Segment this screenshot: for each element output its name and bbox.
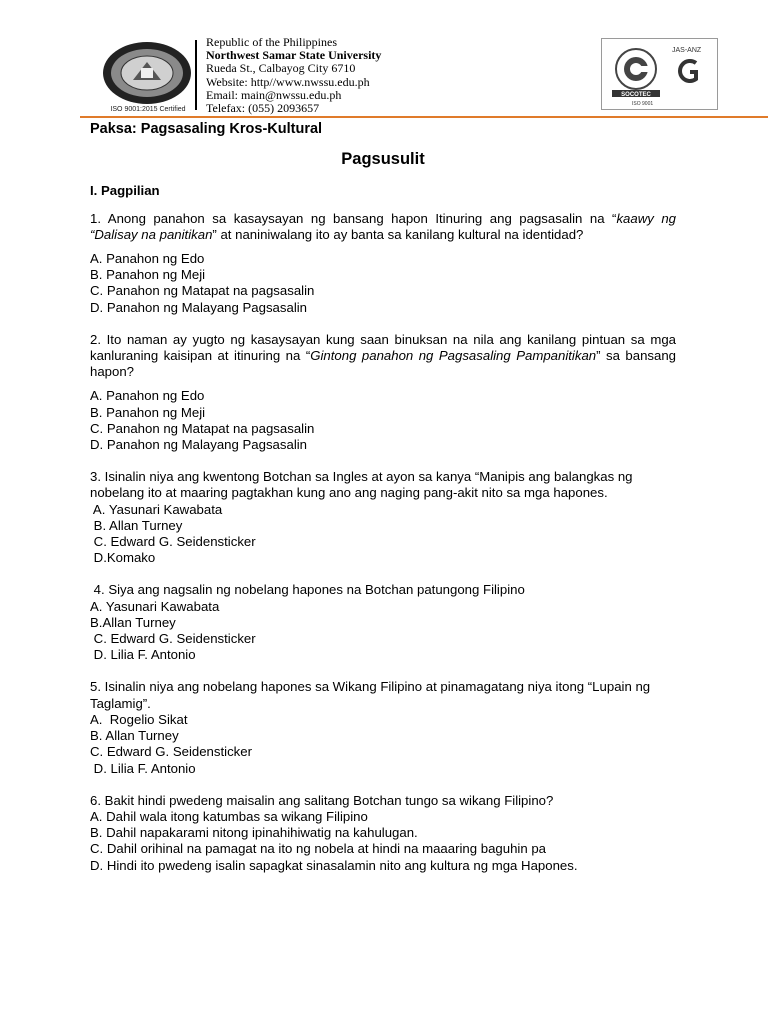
question-3: 3. Isinalin niya ang kwentong Botchan sa Ingles at ayon sa kanya “Manipis ang balangkas ng nobelang ito at maaring pagtakhan kung ano ang naging pang-akit nito sa mga hapones.: [90, 469, 633, 501]
options-3: [90, 502, 676, 567]
email: Email: main@nwssu.edu.ph: [206, 87, 342, 102]
question-5: 5. Isinalin niya ang nobelang hapones sa Wikang Filipino at pinamagatang niya itong “Lupain ng Taglamig”.: [90, 679, 651, 711]
seal-caption: ISO 9001:2015 Certified: [110, 106, 186, 113]
option: C. Edward G. Seidensticker: [90, 631, 256, 647]
options-6: [90, 809, 676, 874]
option: B. Panahon ng Meji: [90, 267, 206, 283]
option: A. Rogelio Sikat: [90, 711, 188, 727]
option: B.Allan Turney: [90, 614, 176, 630]
options-4: [90, 599, 676, 664]
option: B. Allan Turney: [90, 728, 179, 744]
country-line: Republic of the Philippines: [206, 35, 337, 49]
university-seal-icon: [101, 40, 193, 106]
option: D. Lilia F. Antonio: [90, 760, 196, 776]
letterhead: [0, 0, 768, 118]
section-heading: I. Pagpilian: [90, 183, 160, 199]
header-accent-rule: [80, 116, 768, 118]
socotec-label: SOCOTEC: [621, 92, 651, 98]
option: D. Lilia F. Antonio: [90, 647, 196, 663]
question-1: 1. Anong panahon sa kasaysayan ng bansang hapon Itinuring ang pagsasalin na “kaawy ng “Dalisay na panitikan” at naniniwalang ito ay banta sa kanilang kultural na identidad?: [90, 210, 676, 242]
option: C. Panahon ng Matapat na pagsasalin: [90, 283, 315, 299]
option: D. Panahon ng Malayang Pagsasalin: [90, 437, 308, 453]
socotec-logo-icon: [608, 45, 664, 101]
telefax: Telefax: (055) 2093657: [206, 101, 320, 116]
university-name: Northwest Samar State University: [206, 48, 382, 63]
option: C. Panahon ng Matapat na pagsasalin: [90, 420, 315, 436]
topic-heading: Paksa: Pagsasaling Kros-Kultural: [90, 121, 323, 137]
question-4: 4. Siya ang nagsalin ng nobelang hapones na Botchan patungong Filipino: [90, 582, 525, 598]
iso-label: ISO 9001: [632, 101, 654, 107]
option: A. Dahil wala itong katumbas sa wikang Filipino: [90, 808, 368, 824]
question-2: 2. Ito naman ay yugto ng kasaysayan kung saan binuksan na nila ang kanilang pintuan sa mga kanluraning kaisipan at itinuring na “Gintong panahon ng Pagsasaling Pampanitikan” sa bansang hapon?: [90, 331, 677, 380]
option: A. Yasunari Kawabata: [90, 501, 223, 517]
page-title: Pagsusulit: [341, 150, 425, 169]
header-divider: [195, 40, 197, 110]
option: A. Yasunari Kawabata: [90, 598, 220, 614]
option: A. Panahon ng Edo: [90, 251, 205, 267]
options-1: [90, 251, 676, 316]
street-address: Rueda St., Calbayog City 6710: [206, 61, 356, 76]
option: B. Panahon ng Meji: [90, 404, 206, 420]
website: Website: http//www.nwssu.edu.ph: [206, 74, 370, 89]
university-address: [206, 36, 381, 115]
question-6: 6. Bakit hindi pwedeng maisalin ang salitang Botchan tungo sa wikang Filipino?: [90, 792, 554, 808]
option: A. Panahon ng Edo: [90, 388, 205, 404]
option: D. Panahon ng Malayang Pagsasalin: [90, 299, 308, 315]
options-5: [90, 712, 676, 777]
option: B. Dahil napakarami nitong ipinahihiwatig na kahulugan.: [90, 825, 418, 841]
option: C. Dahil orihinal na pamagat na ito ng nobela at hindi na maaaring baguhin pa: [90, 841, 547, 857]
option: D.Komako: [90, 550, 156, 566]
option: B. Allan Turney: [90, 517, 183, 533]
certification-badge: [601, 38, 718, 110]
option: C. Edward G. Seidensticker: [90, 534, 256, 550]
options-2: [90, 388, 676, 453]
option: D. Hindi ito pwedeng isalin sapagkat sinasalamin nito ang kultura ng mga Hapones.: [90, 857, 578, 873]
quiz-document: [90, 121, 676, 874]
jas-anz-label: JAS-ANZ: [672, 47, 702, 54]
option: C. Edward G. Seidensticker: [90, 744, 252, 760]
